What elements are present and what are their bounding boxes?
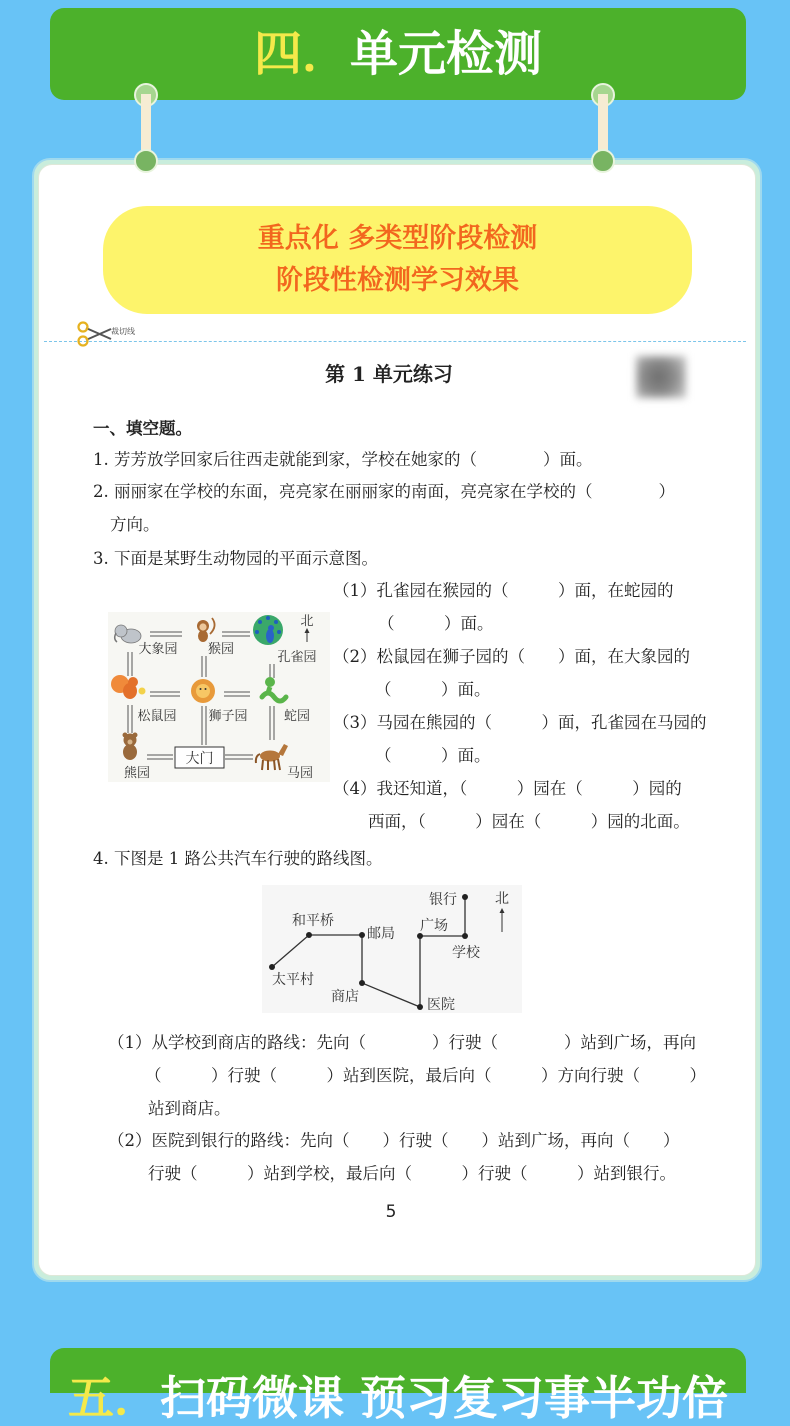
stop-taiping-dot — [269, 964, 275, 970]
question-4-item-2-cont: 行驶（ ）站到学校，最后向（ ）行驶（ ）站到银行。 — [148, 1164, 676, 1183]
question-3: 3. 下面是某野生动物园的平面示意图。 — [93, 549, 378, 568]
question-3-item-4: （4）我还知道，（ ）园在（ ）园的 — [333, 779, 682, 798]
stop-hospital-label: 医院 — [427, 997, 455, 1013]
stop-bank-label: 银行 — [429, 892, 457, 908]
stop-shop-dot — [359, 980, 365, 986]
lion-label: 狮子园 — [208, 709, 248, 724]
stop-school-label: 学校 — [452, 945, 480, 961]
bus-north-label: 北 — [495, 891, 509, 907]
question-3-item-1-cont: （ ）面。 — [378, 614, 494, 633]
stop-heping-label: 和平桥 — [292, 913, 334, 929]
qr-code-icon — [630, 350, 692, 404]
section-title: 单元检测 — [350, 26, 543, 82]
left-hanger-peg — [131, 82, 161, 174]
question-4-item-1-cont-2: 站到商店。 — [148, 1099, 231, 1118]
question-4-item-2: （2）医院到银行的路线：先向（ ）行驶（ ）站到广场，再向（ ） — [108, 1131, 680, 1150]
question-2-line-2: 方向。 — [110, 515, 160, 534]
section-heading: 一、填空题。 — [93, 419, 192, 438]
stop-post-dot — [359, 932, 365, 938]
snake-label: 蛇园 — [283, 709, 311, 724]
section-number: 四． — [253, 26, 350, 82]
question-4-item-1-cont: （ ）行驶（ ）站到医院，最后向（ ）方向行驶（ ） — [145, 1066, 706, 1085]
question-1: 1. 芳芳放学回家后往西走就能到家，学校在她家的（ ）面。 — [93, 450, 593, 469]
next-section-banner — [50, 1348, 746, 1425]
stop-bank-dot — [462, 894, 468, 900]
stop-square-label: 广场 — [420, 918, 448, 934]
bus-route-map — [262, 885, 522, 1013]
gate-label: 大门 — [185, 751, 214, 767]
zoo-map — [106, 606, 334, 784]
monkey-label: 猴园 — [207, 642, 235, 657]
bear-label: 熊园 — [123, 766, 151, 781]
page-number: 5 — [385, 1202, 397, 1222]
horse-label: 马园 — [286, 766, 314, 781]
next-section-number: 五． — [67, 1371, 160, 1425]
stop-hospital-dot — [417, 1004, 423, 1010]
question-3-item-3: （3）马园在熊园的（ ）面，孔雀园在马园的 — [333, 713, 707, 732]
stop-taiping-label: 太平村 — [272, 972, 314, 988]
next-section-title: 扫码微课 预习复习事半功倍 — [159, 1371, 728, 1425]
right-hanger-peg — [588, 82, 618, 174]
cut-line — [44, 341, 746, 342]
cut-line-label: 裁切线 — [111, 327, 135, 336]
stop-heping-dot — [306, 932, 312, 938]
question-3-item-3-cont: （ ）面。 — [375, 746, 491, 765]
peacock-icon — [253, 615, 283, 645]
squirrel-label: 松鼠园 — [137, 709, 177, 724]
zoo-north-label: 北 — [300, 614, 314, 629]
scissors-icon — [76, 320, 112, 348]
question-4: 4. 下图是 1 路公共汽车行驶的路线图。 — [93, 849, 383, 868]
worksheet-title: 第 1 单元练习 — [325, 362, 453, 386]
promo-pill — [103, 206, 692, 314]
lion-icon — [191, 679, 215, 703]
promo-line-1: 重点化 多类型阶段检测 — [257, 223, 538, 254]
promo-line-2: 阶段性检测学习效果 — [276, 265, 519, 296]
question-4-item-1: （1）从学校到商店的路线：先向（ ）行驶（ ）站到广场，再向 — [108, 1033, 696, 1052]
stop-school-dot — [462, 933, 468, 939]
stop-shop-label: 商店 — [331, 989, 359, 1005]
stop-post-label: 邮局 — [367, 926, 395, 942]
elephant-label: 大象园 — [138, 642, 178, 657]
question-3-item-2-cont: （ ）面。 — [375, 680, 491, 699]
question-3-item-2: （2）松鼠园在狮子园的（ ）面，在大象园的 — [333, 647, 690, 666]
question-3-item-4-cont: 西面，（ ）园在（ ）园的北面。 — [368, 812, 690, 831]
question-2-line-1: 2. 丽丽家在学校的东面，亮亮家在丽丽家的南面，亮亮家在学校的（ ） — [93, 482, 675, 501]
question-3-item-1: （1）孔雀园在猴园的（ ）面，在蛇园的 — [333, 581, 674, 600]
peacock-label: 孔雀园 — [277, 650, 317, 665]
